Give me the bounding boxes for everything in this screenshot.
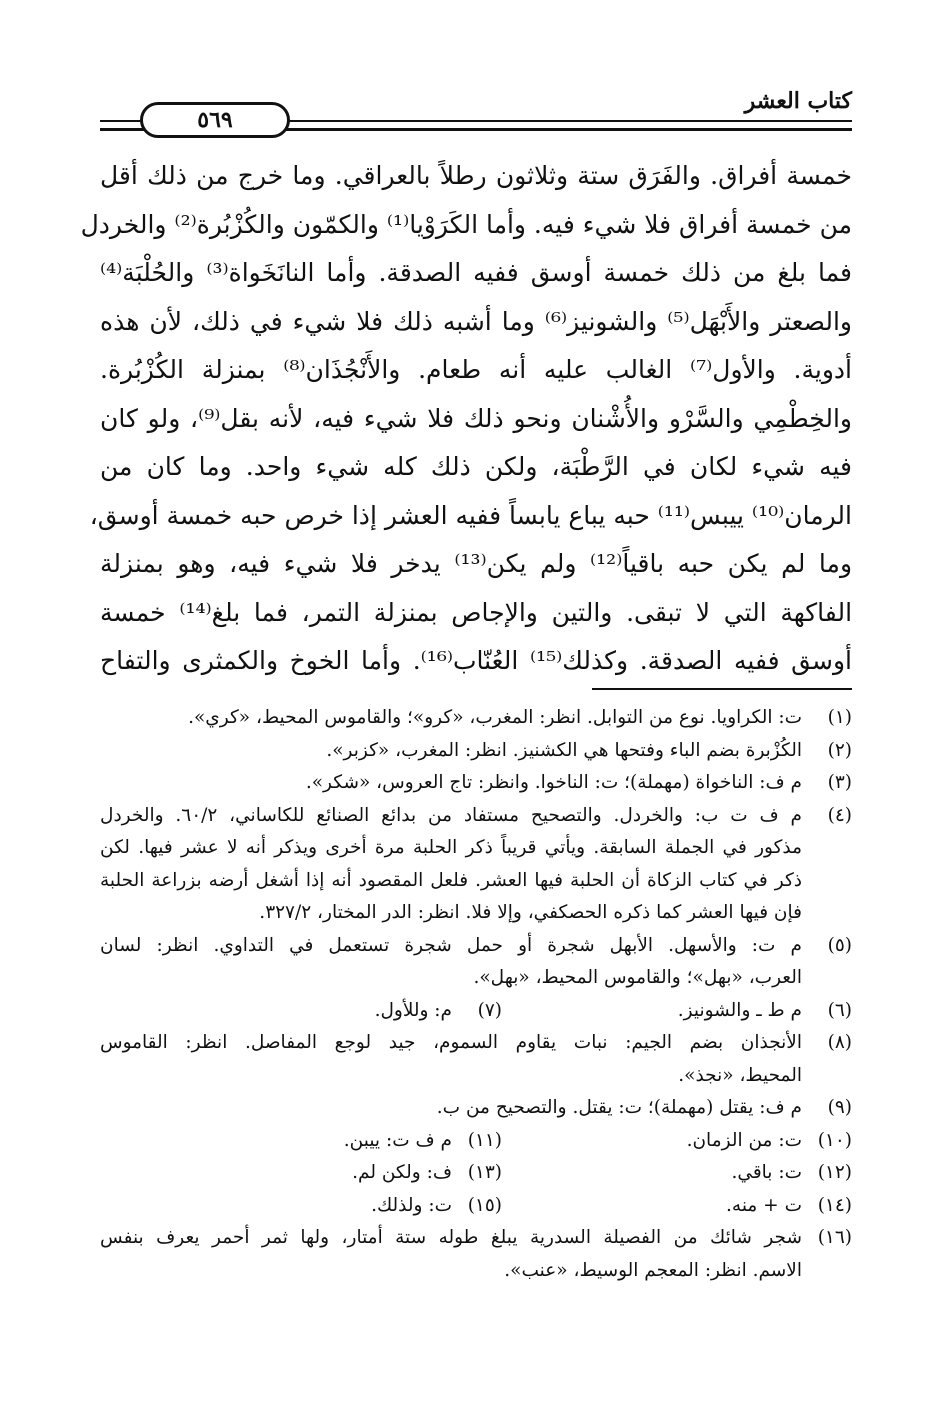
footnote-text: م ف: الناخواة (مهملة)؛ ت: الناخوا. وانظر: تاج العروس، «شكر». — [305, 772, 802, 793]
footnote-text: فإن فيها العشر كما ذكره الحصكفي، وإلا فلا. انظر: الدر المختار، ٣٢٧/٢. — [259, 902, 802, 923]
footnote-text: ت: الكراويا. نوع من التوابل. انظر: المغرب، «كرو»؛ والقاموس المحيط، «كري». — [188, 707, 802, 728]
footnote-number: (٨) — [827, 1032, 852, 1053]
footnote-text: ف: ولكن لم. — [352, 1162, 452, 1183]
footnote-number: (٥) — [827, 934, 852, 956]
footnote-15 — [371, 1190, 502, 1223]
footnote-text: شجر شائك من الفصيلة السدرية يبلغ طوله ستة أمتار، ولها ثمر أحمر يعرف بنفس — [100, 1227, 802, 1248]
footnote-text: م ف ت ب: والخردل. والتصحيح مستفاد من بدائع الصنائع للكاساني، ٦٠/٢. والخردل — [100, 804, 802, 826]
footnote-text: ت: من الزمان. — [686, 1129, 802, 1151]
footnote-1 — [100, 702, 852, 735]
footnote-row — [100, 995, 852, 1028]
footnote-text: م ط ـ والشونيز. — [677, 999, 802, 1021]
footnote-number: (٧) — [477, 999, 502, 1021]
footnote-text: م: وللأول. — [374, 999, 452, 1021]
footnote-5 — [100, 930, 852, 995]
page-header — [100, 82, 852, 138]
footnote-row — [100, 1190, 852, 1223]
footnote-text: الكُزْبرة بضم الباء وفتحها هي الكشنيز. انظر: المغرب، «كزبر». — [326, 739, 802, 761]
text-line: أوسق ففيه الصدقة. وكذلك⁽¹⁵⁾ العُنّاب⁽¹⁶⁾. وأما الخوخ والكمثرى والتفاح — [100, 646, 852, 675]
footnote-text: مذكور في الجملة السابقة. ويأتي قريباً ذكر الحلبة مرة أخرى ويذكر أنه لا عشر فيها. لكن — [100, 837, 802, 858]
main-text — [80, 152, 853, 686]
page-number: ٥٦٩ — [197, 107, 233, 133]
footnote-number: (١٥) — [467, 1194, 502, 1216]
footnote-4 — [100, 800, 852, 930]
footnote-2 — [100, 735, 852, 768]
footnote-6 — [502, 995, 852, 1028]
footnote-number: (١٢) — [817, 1162, 852, 1183]
footnote-text: م ف ت: ييبن. — [343, 1129, 452, 1151]
footnote-text: الاسم. انظر: المعجم الوسيط، «عنب». — [504, 1259, 802, 1281]
footnote-text: ذكر في كتاب الزكاة أن الحلبة فيها العشر. فلعل المقصود أنه إذا أشغل أرضه بزراعة الحلبة — [100, 869, 802, 891]
footnote-text: ت + منه. — [726, 1194, 802, 1216]
footnote-8 — [100, 1027, 852, 1092]
footnote-text: المحيط، «نجذ». — [678, 1064, 802, 1086]
text-line: أدوية. والأول⁽⁷⁾ الغالب عليه أنه طعام. والأَنْجُذَان⁽⁸⁾ بمنزلة الكُزْبُرة. — [100, 355, 853, 384]
running-title: كتاب العشر — [744, 88, 852, 114]
footnote-14 — [502, 1190, 852, 1223]
footnote-number: (١) — [827, 707, 852, 728]
text-line: وما لم يكن حبه باقياً⁽¹²⁾ ولم يكن⁽¹³⁾ يدخر فلا شيء فيه، وهو بمنزلة — [100, 549, 853, 578]
page-number-badge — [140, 102, 290, 138]
footnote-text: م ف: يقتل (مهملة)؛ ت: يقتل. والتصحيح من ب. — [436, 1097, 802, 1118]
text-line: فما بلغ من ذلك خمسة أوسق ففيه الصدقة. وأما النانَخَواة⁽³⁾ والحُلْبَة⁽⁴⁾ — [100, 258, 852, 287]
text-line: فيه شيء لكان في الرَّطْبَة، ولكن ذلك كله شيء واحد. وما كان من — [100, 452, 852, 481]
footnote-row — [100, 1125, 852, 1158]
footnote-7 — [375, 995, 502, 1028]
footnote-text: ت: باقي. — [731, 1162, 802, 1183]
footnote-number: (١٠) — [817, 1129, 852, 1151]
text-line: الرمان⁽¹⁰⁾ ييبس⁽¹¹⁾ حبه يباع يابساً ففيه العشر إذا خرص حبه خمسة أوسق، — [89, 500, 852, 530]
text-line: خمسة أفراق. والفَرَق ستة وثلاثون رطلاً بالعراقي. وما خرج من ذلك أقل — [100, 161, 852, 190]
footnote-row — [100, 1157, 852, 1190]
footnote-text: الأنجذان بضم الجيم: نبات يقاوم السموم، جيد لوجع المفاصل. انظر: القاموس — [100, 1032, 802, 1053]
footnote-text: العرب، «بهل»؛ والقاموس المحيط، «بهل». — [473, 967, 802, 988]
footnote-11 — [344, 1125, 502, 1158]
footnote-13 — [352, 1157, 502, 1190]
footnote-number: (٦) — [827, 999, 852, 1021]
footnote-number: (١٣) — [467, 1162, 502, 1183]
footnote-10 — [502, 1125, 852, 1158]
footnote-number: (١٦) — [817, 1227, 852, 1248]
footnote-number: (١١) — [467, 1129, 502, 1151]
text-line: والخِطْمِي والسَّرْو والأُشْنان ونحو ذلك فلا شيء فيه، لأنه بقل⁽⁹⁾، ولو كان — [100, 403, 853, 433]
footnote-number: (٩) — [827, 1097, 852, 1118]
footnote-3 — [100, 767, 852, 800]
footnote-16 — [100, 1222, 852, 1287]
footnote-number: (٣) — [827, 772, 852, 793]
footnote-number: (٢) — [827, 739, 852, 761]
footnote-text: ت: ولذلك. — [371, 1194, 452, 1216]
footnote-number: (١٤) — [817, 1194, 852, 1216]
footnote-9 — [100, 1092, 852, 1125]
footnote-12 — [502, 1157, 852, 1190]
footnote-text: م ت: والأسهل. الأبهل شجرة أو حمل شجرة تستعمل في التداوي. انظر: لسان — [100, 934, 802, 956]
text-line: من خمسة أفراق فلا شيء فيه. وأما الكَرَوْيا⁽¹⁾ والكمّون والكُزْبُرة⁽²⁾ والخردل — [80, 209, 852, 239]
text-line: الفاكهة التي لا تبقى. والتين والإجاص بمنزلة التمر، فما بلغ⁽¹⁴⁾ خمسة — [100, 597, 853, 627]
footnotes — [100, 702, 852, 1287]
text-line: والصعتر والأَبْهَل⁽⁵⁾ والشونيز⁽⁶⁾ وما أشبه ذلك فلا شيء في ذلك، لأن هذه — [100, 306, 852, 336]
footnote-separator — [592, 688, 852, 690]
footnote-number: (٤) — [827, 804, 852, 826]
